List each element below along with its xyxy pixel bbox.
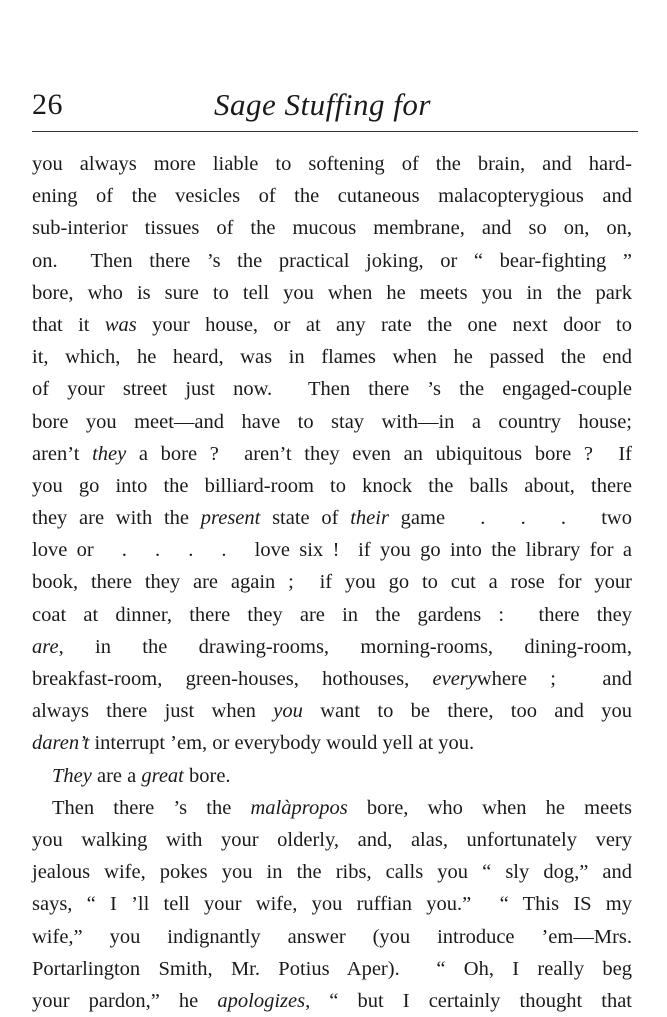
- text-line: [32, 212, 632, 244]
- text-run: love or . . . . love six ! if you go into the library for a: [32, 539, 632, 562]
- text-run: are a: [91, 764, 142, 787]
- text-line: [32, 438, 632, 470]
- text-line: [32, 309, 632, 341]
- header-rule: [32, 131, 638, 132]
- text-run: book, there they are again ; if you go to cut a rose for your: [32, 571, 632, 594]
- text-line: [32, 856, 632, 888]
- italic-text: their: [350, 507, 389, 530]
- text-line: [32, 792, 632, 824]
- text-run: interrupt ’em, or everybody would yell at you.: [89, 732, 475, 755]
- text-line: [32, 534, 632, 566]
- text-run: bore you meet—and have to stay with—in a country house;: [32, 410, 632, 433]
- text-run: you always more liable to softening of the brain, and hard-: [32, 153, 632, 175]
- text-run: you walking with your olderly, and, alas, unfortunately very: [32, 828, 632, 851]
- text-run: Portarlington Smith, Mr. Potius Aper). “ Oh, I really beg: [32, 957, 632, 980]
- text-run: always there just when: [32, 700, 274, 723]
- text-line: [32, 180, 632, 212]
- italic-text: daren’t: [32, 732, 90, 755]
- text-line: [32, 921, 632, 953]
- italic-text: malàpropos: [250, 796, 348, 819]
- text-run: wife,” you indignantly answer (you introduce ’em—Mrs.: [32, 925, 632, 948]
- text-line: [32, 631, 632, 663]
- text-run: bore, who is sure to tell you when he meets you in the park: [32, 281, 632, 304]
- italic-text: you: [273, 700, 303, 723]
- text-run: a bore ? aren’t they even an ubiquitous bore ? If: [126, 442, 632, 465]
- text-run: your pardon,” he: [32, 989, 218, 1012]
- text-run: sub-interior tissues of the mucous membrane, and so on, on,: [32, 217, 632, 240]
- text-run: of your street just now. Then there ’s the engaged-couple: [32, 378, 632, 401]
- text-run: where ; and: [476, 668, 632, 690]
- text-line: [32, 727, 632, 759]
- text-line: [32, 148, 632, 180]
- italic-text: was: [104, 313, 137, 336]
- text-run: you go into the billiard-room to knock the balls about, there: [32, 474, 632, 497]
- text-run: “ but I certainly thought that: [310, 989, 632, 1012]
- italic-text: every: [432, 668, 477, 690]
- text-line: [32, 470, 632, 502]
- text-line: [32, 760, 632, 792]
- text-run: want to be there, too and you: [302, 700, 632, 723]
- text-run: in the drawing-rooms, morning-rooms, dining-room,: [63, 635, 632, 658]
- text-run: it, which, he heard, was in flames when he passed the end: [32, 346, 632, 369]
- page-number: 26: [32, 88, 63, 121]
- running-title: Sage Stuffing for: [214, 87, 431, 122]
- text-run: bore.: [183, 764, 231, 787]
- text-run: bore, who when he meets: [347, 796, 632, 819]
- text-run: state of: [260, 507, 351, 530]
- text-run: Then there ’s the: [52, 796, 251, 819]
- text-line: [32, 695, 632, 727]
- text-line: [32, 599, 632, 631]
- text-run: that it: [32, 313, 105, 336]
- text-run: ening of the vesicles of the cutaneous malacopterygious and: [32, 185, 632, 208]
- text-line: [32, 824, 632, 856]
- text-line: [32, 566, 632, 598]
- text-line: [32, 663, 632, 695]
- text-run: game . . . two: [388, 507, 632, 530]
- text-line: [32, 373, 632, 405]
- text-line: [32, 277, 632, 309]
- text-line: [32, 406, 632, 438]
- text-run: coat at dinner, there they are in the gardens : there they: [32, 603, 632, 626]
- text-line: [32, 888, 632, 920]
- text-run: jealous wife, pokes you in the ribs, calls you “ sly dog,” and: [32, 861, 632, 884]
- italic-text: They: [52, 764, 92, 787]
- text-line: [32, 245, 632, 277]
- text-line: [32, 985, 632, 1017]
- body-text: [32, 148, 632, 1017]
- italic-text: are,: [32, 635, 64, 658]
- text-run: says, “ I ’ll tell your wife, you ruffian you.” “ This IS my: [32, 893, 632, 916]
- text-run: on. Then there ’s the practical joking, or “ bear-fighting ”: [32, 249, 632, 272]
- italic-text: apologizes,: [217, 989, 311, 1012]
- running-head: [32, 84, 632, 128]
- text-run: aren’t: [32, 442, 93, 465]
- text-line: [32, 502, 632, 534]
- text-run: they are with the: [32, 507, 201, 530]
- italic-text: great: [141, 764, 184, 787]
- italic-text: they: [92, 442, 127, 465]
- text-run: your house, or at any rate the one next door to: [136, 313, 632, 336]
- text-line: [32, 341, 632, 373]
- italic-text: present: [200, 507, 261, 530]
- text-line: [32, 953, 632, 985]
- text-run: breakfast-room, green-houses, hothouses,: [32, 668, 433, 690]
